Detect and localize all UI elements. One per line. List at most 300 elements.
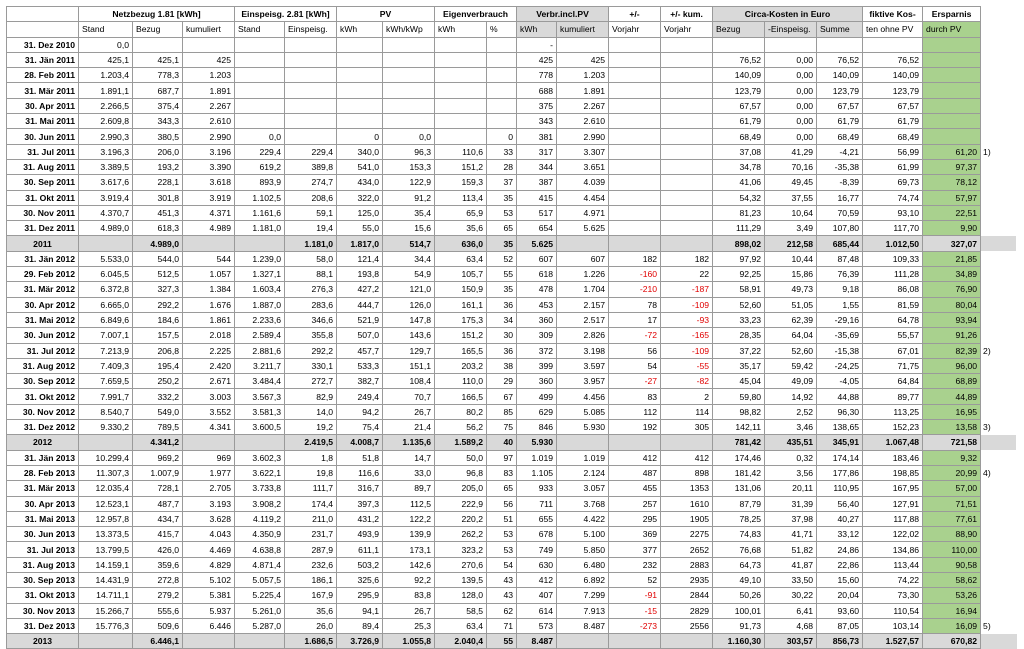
cell-netz-stand: 0,0 — [79, 37, 133, 52]
cell-verbr-kwh: 749 — [517, 542, 557, 557]
cell-pv-kwh: 89,4 — [337, 618, 383, 633]
cell-eigen-pct: 51 — [487, 511, 517, 526]
cell-note — [981, 389, 1017, 404]
cell-kosten-einspeisung: 3,46 — [765, 420, 817, 435]
cell-einsp-stand: 229,4 — [235, 144, 285, 159]
cell-eigen-pct: 35 — [487, 190, 517, 205]
cell-diff-kum-vorjahr: -82 — [661, 374, 713, 389]
cell-verbr-kwh: 711 — [517, 496, 557, 511]
cell-pv-kwh: 295,9 — [337, 588, 383, 603]
cell-einsp-stand: 4.350,9 — [235, 527, 285, 542]
cell-fiktive-kosten: 113,44 — [863, 557, 923, 572]
cell-fiktive-kosten: 111,28 — [863, 267, 923, 282]
cell-verbr-kumuliert: 2.990 — [557, 129, 609, 144]
cell-einsp-stand: 3.567,3 — [235, 389, 285, 404]
cell-verbr-kwh: 8.487 — [517, 634, 557, 649]
cell-verbr-kwh: 407 — [517, 588, 557, 603]
column-header-note — [981, 22, 1017, 37]
cell-eigen-pct: 36 — [487, 343, 517, 358]
cell-note — [981, 297, 1017, 312]
cell-einsp-stand: 0,0 — [235, 129, 285, 144]
cell-kosten-einspeisung: 0,00 — [765, 52, 817, 67]
cell-netz-bezug: 228,1 — [133, 175, 183, 190]
cell-ersparnis — [923, 129, 981, 144]
cell-note — [981, 603, 1017, 618]
cell-pv-kwh-kwp: 83,8 — [383, 588, 435, 603]
cell-kosten-einspeisung: 3,49 — [765, 221, 817, 236]
cell-date: 30. Sep 2012 — [7, 374, 79, 389]
cell-einsp-wert: 2.419,5 — [285, 435, 337, 450]
cell-eigen-pct: 75 — [487, 420, 517, 435]
cell-eigen-kwh: 150,9 — [435, 282, 487, 297]
cell-fiktive-kosten: 109,33 — [863, 251, 923, 266]
cell-diff-vorjahr — [609, 114, 661, 129]
cell-netz-stand: 5.533,0 — [79, 251, 133, 266]
cell-fiktive-kosten: 89,77 — [863, 389, 923, 404]
cell-pv-kwh-kwp: 147,8 — [383, 312, 435, 327]
cell-date: 31. Jän 2011 — [7, 52, 79, 67]
cell-diff-vorjahr — [609, 236, 661, 251]
cell-netz-bezug: 206,0 — [133, 144, 183, 159]
month-row — [7, 129, 1017, 144]
cell-fiktive-kosten: 56,99 — [863, 144, 923, 159]
column-header-ersparnis: durch PV — [923, 22, 981, 37]
header-ersparnis: Ersparnis — [923, 7, 981, 22]
cell-date: 30. Jun 2012 — [7, 328, 79, 343]
cell-diff-kum-vorjahr: 898 — [661, 465, 713, 480]
cell-einsp-stand: 893,9 — [235, 175, 285, 190]
cell-ersparnis: 91,26 — [923, 328, 981, 343]
cell-note — [981, 450, 1017, 465]
cell-pv-kwh: 51,8 — [337, 450, 383, 465]
column-header-einsp-wert: Einspeisg. — [285, 22, 337, 37]
cell-einsp-wert: 1.181,0 — [285, 236, 337, 251]
cell-kosten-bezug: 898,02 — [713, 236, 765, 251]
cell-verbr-kumuliert: 1.226 — [557, 267, 609, 282]
cell-ersparnis: 76,90 — [923, 282, 981, 297]
cell-kosten-bezug: 181,42 — [713, 465, 765, 480]
cell-ersparnis: 97,37 — [923, 159, 981, 174]
cell-netz-stand: 6.372,8 — [79, 282, 133, 297]
month-row — [7, 374, 1017, 389]
cell-eigen-pct — [487, 52, 517, 67]
cell-netz-bezug: 728,1 — [133, 481, 183, 496]
cell-note — [981, 129, 1017, 144]
cell-fiktive-kosten: 64,84 — [863, 374, 923, 389]
cell-netz-bezug: 687,7 — [133, 83, 183, 98]
cell-pv-kwh-kwp: 0,0 — [383, 129, 435, 144]
cell-verbr-kwh: 1.105 — [517, 465, 557, 480]
cell-kosten-summe: 685,44 — [817, 236, 863, 251]
cell-eigen-pct — [487, 68, 517, 83]
cell-einsp-stand — [235, 37, 285, 52]
cell-eigen-pct: 85 — [487, 404, 517, 419]
cell-fiktive-kosten: 123,79 — [863, 83, 923, 98]
month-row — [7, 114, 1017, 129]
cell-pv-kwh-kwp — [383, 83, 435, 98]
cell-fiktive-kosten: 167,95 — [863, 481, 923, 496]
cell-netz-kumuliert: 1.676 — [183, 297, 235, 312]
cell-einsp-stand: 1.161,6 — [235, 205, 285, 220]
cell-kosten-summe: 345,91 — [817, 435, 863, 450]
cell-kosten-bezug: 41,06 — [713, 175, 765, 190]
cell-eigen-pct: 53 — [487, 205, 517, 220]
cell-eigen-pct: 40 — [487, 435, 517, 450]
cell-kosten-summe: -35,69 — [817, 328, 863, 343]
cell-kosten-einspeisung: 41,87 — [765, 557, 817, 572]
column-header-verbr-kumuliert: kumuliert — [557, 22, 609, 37]
cell-ersparnis: 58,62 — [923, 572, 981, 587]
column-header-fiktive-kosten: ten ohne PV — [863, 22, 923, 37]
cell-ersparnis: 53,26 — [923, 588, 981, 603]
cell-pv-kwh — [337, 68, 383, 83]
cell-einsp-wert: 272,7 — [285, 374, 337, 389]
cell-fiktive-kosten: 110,54 — [863, 603, 923, 618]
cell-einsp-wert: 229,4 — [285, 144, 337, 159]
cell-netz-kumuliert: 2.420 — [183, 358, 235, 373]
cell-kosten-summe: -24,25 — [817, 358, 863, 373]
cell-fiktive-kosten: 73,30 — [863, 588, 923, 603]
cell-einsp-wert: 59,1 — [285, 205, 337, 220]
cell-diff-kum-vorjahr: 1905 — [661, 511, 713, 526]
cell-note — [981, 588, 1017, 603]
cell-verbr-kwh: 614 — [517, 603, 557, 618]
cell-einsp-wert — [285, 83, 337, 98]
cell-date: 2012 — [7, 435, 79, 450]
cell-verbr-kumuliert: 3.198 — [557, 343, 609, 358]
header-circa-kosten: Circa-Kosten in Euro — [713, 7, 863, 22]
cell-netz-kumuliert: 2.018 — [183, 328, 235, 343]
cell-kosten-summe: -35,38 — [817, 159, 863, 174]
cell-pv-kwh-kwp — [383, 68, 435, 83]
cell-verbr-kumuliert: 5.085 — [557, 404, 609, 419]
cell-pv-kwh: 0 — [337, 129, 383, 144]
cell-fiktive-kosten: 67,01 — [863, 343, 923, 358]
cell-kosten-einspeisung: 30,22 — [765, 588, 817, 603]
cell-pv-kwh-kwp: 1.135,6 — [383, 435, 435, 450]
cell-netz-kumuliert: 4.371 — [183, 205, 235, 220]
cell-kosten-summe: 1,55 — [817, 297, 863, 312]
cell-diff-kum-vorjahr — [661, 68, 713, 83]
cell-kosten-bezug: 68,49 — [713, 129, 765, 144]
header-netzbezug: Netzbezug 1.81 [kWh] — [79, 7, 235, 22]
cell-ersparnis — [923, 68, 981, 83]
cell-date: 31. Jul 2013 — [7, 542, 79, 557]
cell-netz-bezug: 789,5 — [133, 420, 183, 435]
cell-kosten-bezug: 111,29 — [713, 221, 765, 236]
cell-kosten-bezug: 123,79 — [713, 83, 765, 98]
cell-netz-stand: 11.307,3 — [79, 465, 133, 480]
cell-note — [981, 282, 1017, 297]
cell-eigen-kwh: 2.040,4 — [435, 634, 487, 649]
cell-note: 1) — [983, 146, 991, 157]
month-row — [7, 481, 1017, 496]
month-row — [7, 221, 1017, 236]
cell-note — [981, 267, 1017, 282]
cell-kosten-bezug: 52,60 — [713, 297, 765, 312]
cell-fiktive-kosten: 61,79 — [863, 114, 923, 129]
cell-verbr-kumuliert: 1.704 — [557, 282, 609, 297]
cell-einsp-stand: 2.233,6 — [235, 312, 285, 327]
cell-pv-kwh: 325,6 — [337, 572, 383, 587]
cell-date: 31. Jän 2013 — [7, 450, 79, 465]
cell-eigen-kwh: 323,2 — [435, 542, 487, 557]
cell-note — [981, 83, 1017, 98]
cell-kosten-einspeisung: 2,52 — [765, 404, 817, 419]
cell-kosten-bezug: 131,06 — [713, 481, 765, 496]
cell-note — [981, 634, 1017, 649]
cell-netz-stand: 7.007,1 — [79, 328, 133, 343]
cell-date: 30. Apr 2011 — [7, 98, 79, 113]
cell-verbr-kwh: 317 — [517, 144, 557, 159]
cell-kosten-summe: 140,09 — [817, 68, 863, 83]
cell-ersparnis: 13,58 — [923, 420, 981, 435]
cell-kosten-einspeisung: 62,39 — [765, 312, 817, 327]
cell-kosten-einspeisung: 303,57 — [765, 634, 817, 649]
cell-ersparnis: 90,58 — [923, 557, 981, 572]
cell-netz-stand: 12.957,8 — [79, 511, 133, 526]
cell-kosten-einspeisung: 49,45 — [765, 175, 817, 190]
cell-kosten-summe: 110,95 — [817, 481, 863, 496]
cell-eigen-kwh — [435, 52, 487, 67]
cell-date: 30. Apr 2012 — [7, 297, 79, 312]
cell-note — [981, 572, 1017, 587]
cell-eigen-kwh: 222,9 — [435, 496, 487, 511]
cell-einsp-wert: 287,9 — [285, 542, 337, 557]
cell-verbr-kwh: 375 — [517, 98, 557, 113]
cell-ersparnis — [923, 83, 981, 98]
cell-pv-kwh-kwp: 122,9 — [383, 175, 435, 190]
cell-ersparnis: 78,12 — [923, 175, 981, 190]
cell-einsp-wert — [285, 114, 337, 129]
cell-ersparnis: 21,85 — [923, 251, 981, 266]
cell-kosten-bezug: 142,11 — [713, 420, 765, 435]
cell-verbr-kumuliert: 3.597 — [557, 358, 609, 373]
cell-eigen-pct — [487, 83, 517, 98]
cell-einsp-wert: 58,0 — [285, 251, 337, 266]
cell-netz-bezug: 618,3 — [133, 221, 183, 236]
cell-kosten-bezug: 91,73 — [713, 618, 765, 633]
header-plus-minus: +/- — [609, 7, 661, 22]
cell-verbr-kumuliert: 6.892 — [557, 572, 609, 587]
cell-kosten-bezug: 76,68 — [713, 542, 765, 557]
cell-einsp-wert: 330,1 — [285, 358, 337, 373]
cell-diff-kum-vorjahr — [661, 37, 713, 52]
cell-kosten-summe: -15,38 — [817, 343, 863, 358]
cell-diff-kum-vorjahr — [661, 129, 713, 144]
cell-diff-kum-vorjahr — [661, 175, 713, 190]
cell-eigen-pct: 34 — [487, 312, 517, 327]
cell-ersparnis: 96,00 — [923, 358, 981, 373]
cell-einsp-wert: 1.686,5 — [285, 634, 337, 649]
cell-kosten-bezug: 54,32 — [713, 190, 765, 205]
cell-diff-vorjahr: 369 — [609, 527, 661, 542]
cell-eigen-kwh — [435, 37, 487, 52]
cell-diff-vorjahr: -15 — [609, 603, 661, 618]
cell-verbr-kwh: 933 — [517, 481, 557, 496]
cell-kosten-summe — [817, 37, 863, 52]
cell-netz-kumuliert: 4.469 — [183, 542, 235, 557]
cell-verbr-kumuliert: 1.203 — [557, 68, 609, 83]
cell-kosten-summe: 24,86 — [817, 542, 863, 557]
cell-kosten-bezug: 92,25 — [713, 267, 765, 282]
cell-pv-kwh: 493,9 — [337, 527, 383, 542]
cell-einsp-stand: 1.102,5 — [235, 190, 285, 205]
cell-verbr-kwh: 5.625 — [517, 236, 557, 251]
cell-verbr-kumuliert — [557, 634, 609, 649]
cell-kosten-summe: 22,86 — [817, 557, 863, 572]
cell-netz-bezug: 193,2 — [133, 159, 183, 174]
cell-verbr-kumuliert: 2.517 — [557, 312, 609, 327]
cell-verbr-kumuliert: 2.157 — [557, 297, 609, 312]
cell-fiktive-kosten: 74,22 — [863, 572, 923, 587]
cell-pv-kwh-kwp: 514,7 — [383, 236, 435, 251]
cell-netz-bezug: 509,6 — [133, 618, 183, 633]
cell-kosten-einspeisung: 41,29 — [765, 144, 817, 159]
cell-eigen-kwh: 161,1 — [435, 297, 487, 312]
cell-diff-vorjahr: -91 — [609, 588, 661, 603]
cell-verbr-kwh: 573 — [517, 618, 557, 633]
cell-kosten-summe: -4,05 — [817, 374, 863, 389]
cell-eigen-kwh: 110,0 — [435, 374, 487, 389]
cell-eigen-kwh: 96,8 — [435, 465, 487, 480]
cell-diff-vorjahr: 232 — [609, 557, 661, 572]
cell-netz-bezug: 327,3 — [133, 282, 183, 297]
cell-kosten-bezug — [713, 37, 765, 52]
cell-diff-vorjahr — [609, 144, 661, 159]
column-header-netz-kumuliert: kumuliert — [183, 22, 235, 37]
cell-eigen-kwh: 80,2 — [435, 404, 487, 419]
column-header-einsp-stand: Stand — [235, 22, 285, 37]
cell-verbr-kumuliert: 1.019 — [557, 450, 609, 465]
cell-verbr-kwh: 654 — [517, 221, 557, 236]
cell-kosten-einspeisung: 6,41 — [765, 603, 817, 618]
cell-diff-vorjahr — [609, 221, 661, 236]
cell-einsp-wert: 274,7 — [285, 175, 337, 190]
column-header-diff-vorjahr: Vorjahr — [609, 22, 661, 37]
cell-diff-kum-vorjahr — [661, 114, 713, 129]
cell-pv-kwh-kwp: 153,3 — [383, 159, 435, 174]
cell-netz-bezug: 555,6 — [133, 603, 183, 618]
cell-pv-kwh-kwp: 26,7 — [383, 404, 435, 419]
cell-netz-stand: 8.540,7 — [79, 404, 133, 419]
cell-diff-vorjahr: 455 — [609, 481, 661, 496]
cell-diff-kum-vorjahr — [661, 159, 713, 174]
cell-pv-kwh: 55,0 — [337, 221, 383, 236]
cell-einsp-stand: 5.057,5 — [235, 572, 285, 587]
cell-netz-kumuliert: 3.196 — [183, 144, 235, 159]
cell-note — [981, 159, 1017, 174]
cell-kosten-einspeisung: 64,04 — [765, 328, 817, 343]
cell-netz-kumuliert: 4.989 — [183, 221, 235, 236]
cell-einsp-stand — [235, 114, 285, 129]
cell-eigen-kwh — [435, 114, 487, 129]
cell-diff-kum-vorjahr: -165 — [661, 328, 713, 343]
cell-eigen-kwh — [435, 83, 487, 98]
cell-verbr-kwh: 607 — [517, 251, 557, 266]
cell-netz-bezug: 426,0 — [133, 542, 183, 557]
cell-note: 4) — [983, 468, 991, 479]
cell-fiktive-kosten: 76,52 — [863, 52, 923, 67]
cell-kosten-einspeisung: 51,05 — [765, 297, 817, 312]
cell-pv-kwh-kwp: 26,7 — [383, 603, 435, 618]
cell-netz-kumuliert: 4.043 — [183, 527, 235, 542]
cell-kosten-einspeisung: 0,00 — [765, 129, 817, 144]
cell-kosten-summe: 56,40 — [817, 496, 863, 511]
year-summary-row — [7, 435, 1017, 450]
month-row — [7, 496, 1017, 511]
column-header-eigen-kwh: kWh — [435, 22, 487, 37]
cell-eigen-pct: 37 — [487, 175, 517, 190]
cell-pv-kwh-kwp — [383, 98, 435, 113]
month-row — [7, 557, 1017, 572]
column-header-eigen-pct: % — [487, 22, 517, 37]
cell-note — [981, 511, 1017, 526]
cell-netz-kumuliert: 1.861 — [183, 312, 235, 327]
cell-eigen-pct: 43 — [487, 572, 517, 587]
cell-netz-kumuliert: 1.977 — [183, 465, 235, 480]
cell-kosten-einspeisung: 10,44 — [765, 251, 817, 266]
cell-einsp-stand — [235, 236, 285, 251]
cell-netz-bezug: 451,3 — [133, 205, 183, 220]
cell-kosten-einspeisung: 59,42 — [765, 358, 817, 373]
cell-einsp-wert: 167,9 — [285, 588, 337, 603]
month-row — [7, 267, 1017, 282]
cell-diff-kum-vorjahr — [661, 98, 713, 113]
cell-pv-kwh-kwp: 151,1 — [383, 358, 435, 373]
cell-kosten-bezug: 97,92 — [713, 251, 765, 266]
cell-pv-kwh — [337, 98, 383, 113]
cell-einsp-wert: 292,2 — [285, 343, 337, 358]
column-header-diff-kum-vorjahr: Vorjahr — [661, 22, 713, 37]
cell-eigen-pct: 35 — [487, 282, 517, 297]
cell-diff-vorjahr: 54 — [609, 358, 661, 373]
cell-eigen-kwh: 159,3 — [435, 175, 487, 190]
cell-verbr-kwh: 453 — [517, 297, 557, 312]
cell-eigen-pct: 62 — [487, 603, 517, 618]
cell-note — [981, 481, 1017, 496]
cell-pv-kwh — [337, 83, 383, 98]
cell-netz-kumuliert: 3.919 — [183, 190, 235, 205]
column-header-netz-bezug: Bezug — [133, 22, 183, 37]
cell-netz-kumuliert: 3.552 — [183, 404, 235, 419]
cell-diff-kum-vorjahr: -187 — [661, 282, 713, 297]
cell-einsp-stand: 1.327,1 — [235, 267, 285, 282]
cell-ersparnis: 88,90 — [923, 527, 981, 542]
cell-diff-kum-vorjahr — [661, 190, 713, 205]
cell-netz-bezug: 301,8 — [133, 190, 183, 205]
cell-einsp-stand: 3.600,5 — [235, 420, 285, 435]
cell-fiktive-kosten: 127,91 — [863, 496, 923, 511]
cell-verbr-kumuliert — [557, 37, 609, 52]
cell-pv-kwh: 382,7 — [337, 374, 383, 389]
cell-diff-kum-vorjahr: 2652 — [661, 542, 713, 557]
cell-kosten-bezug: 100,01 — [713, 603, 765, 618]
cell-pv-kwh-kwp: 14,7 — [383, 450, 435, 465]
cell-eigen-pct: 52 — [487, 251, 517, 266]
cell-verbr-kwh: 630 — [517, 557, 557, 572]
cell-diff-vorjahr — [609, 175, 661, 190]
cell-netz-bezug: 778,3 — [133, 68, 183, 83]
cell-diff-kum-vorjahr: 114 — [661, 404, 713, 419]
cell-eigen-kwh — [435, 68, 487, 83]
cell-diff-vorjahr: -160 — [609, 267, 661, 282]
cell-eigen-kwh — [435, 129, 487, 144]
cell-verbr-kumuliert: 2.610 — [557, 114, 609, 129]
cell-pv-kwh-kwp: 126,0 — [383, 297, 435, 312]
cell-diff-vorjahr — [609, 68, 661, 83]
month-row — [7, 603, 1017, 618]
